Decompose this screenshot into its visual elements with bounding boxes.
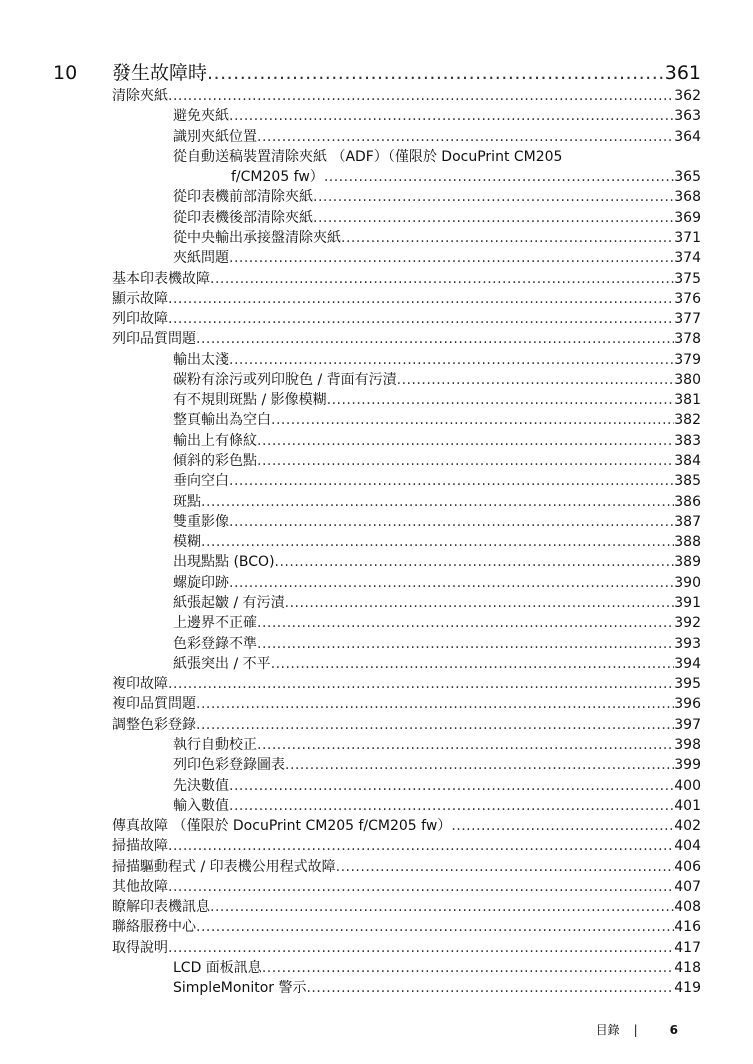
- toc-entry-page: 387: [674, 514, 701, 530]
- toc-entry-label: 清除夾紙: [112, 88, 168, 104]
- toc-entry[interactable]: [112, 675, 701, 694]
- footer-page-number: 6: [669, 1023, 678, 1037]
- leader-dots: [229, 797, 674, 816]
- toc-entry-label: 輸出太淺: [173, 352, 229, 368]
- toc-entry[interactable]: [173, 655, 701, 674]
- toc-entry-page: 377: [674, 311, 701, 327]
- toc-entry-label: 先決數值: [173, 778, 229, 794]
- toc-entry-page: 378: [674, 331, 701, 347]
- toc-entry-page: 394: [674, 656, 701, 672]
- toc-entry[interactable]: [173, 533, 701, 552]
- toc-entry-page: 401: [674, 798, 701, 814]
- toc-entry-label: 上邊界不正確: [173, 615, 257, 631]
- toc-entry-page: 407: [674, 879, 701, 895]
- leader-dots: [229, 777, 674, 796]
- leader-dots: [306, 979, 674, 998]
- toc-entry-page: 406: [674, 859, 701, 875]
- toc-entry-page: 375: [674, 271, 701, 287]
- page-footer: [596, 1022, 678, 1038]
- toc-entry[interactable]: [173, 979, 701, 998]
- toc-entry-page: 398: [674, 737, 701, 753]
- toc-entry[interactable]: [112, 878, 701, 897]
- toc-entry-label: 傾斜的彩色點: [173, 453, 257, 469]
- toc-entry[interactable]: [173, 756, 701, 775]
- toc-entry-label: 垂向空白: [173, 473, 229, 489]
- toc-entry[interactable]: [173, 959, 701, 978]
- toc-entry-page: 419: [674, 980, 701, 996]
- toc-entry-page: 389: [674, 554, 701, 570]
- toc-entry-label: 複印故障: [112, 676, 168, 692]
- toc-entry-label: 從印表機後部清除夾紙: [173, 210, 313, 226]
- toc-entry[interactable]: [173, 614, 701, 633]
- toc-entry-page: 382: [674, 412, 701, 428]
- leader-dots: [196, 330, 674, 349]
- toc-entry-page: 390: [674, 575, 701, 591]
- toc-entry[interactable]: [173, 472, 701, 491]
- toc-entry-label: 避免夾紙: [173, 108, 229, 124]
- toc-entry-label: 紙張起皺 / 有污漬: [173, 595, 285, 611]
- toc-entry[interactable]: [173, 391, 701, 410]
- toc-entry[interactable]: [173, 513, 701, 532]
- toc-entry[interactable]: [112, 87, 701, 106]
- leader-dots: [210, 270, 674, 289]
- toc-entry[interactable]: [173, 371, 701, 390]
- toc-entry-page: 392: [674, 615, 701, 631]
- toc-entry-label: 其他故障: [112, 879, 168, 895]
- toc-entry[interactable]: [173, 209, 701, 228]
- toc-entry-label: 雙重影像: [173, 514, 229, 530]
- toc-entry-page: 364: [674, 129, 701, 145]
- toc-entry-label: 執行自動校正: [173, 737, 257, 753]
- leader-dots: [336, 858, 675, 877]
- leader-dots: [196, 716, 674, 735]
- leader-dots: [271, 655, 675, 674]
- leader-dots: [229, 249, 674, 268]
- toc-entry-page: 385: [674, 473, 701, 489]
- leader-dots: [229, 574, 674, 593]
- toc-entry[interactable]: [112, 898, 701, 917]
- toc-entry-label: LCD 面板訊息: [173, 960, 262, 976]
- leader-dots: [313, 188, 674, 207]
- toc-entry-label: 列印色彩登錄圖表: [173, 757, 285, 773]
- toc-entry-page: 418: [674, 960, 701, 976]
- leader-dots: [313, 209, 674, 228]
- toc-entry[interactable]: [173, 229, 701, 248]
- leader-dots: [275, 553, 675, 572]
- toc-entry-page: 397: [674, 717, 701, 733]
- toc-entry-page: 381: [674, 392, 701, 408]
- footer-separator: |: [633, 1023, 638, 1037]
- toc-entry-page: 371: [674, 230, 701, 246]
- toc-entry[interactable]: [173, 493, 701, 512]
- leader-dots: [168, 310, 674, 329]
- toc-entry[interactable]: [173, 128, 701, 147]
- toc-entry[interactable]: [112, 918, 701, 937]
- toc-entry[interactable]: [173, 635, 701, 654]
- leader-dots: [168, 878, 674, 897]
- toc-entry-label: 從自動送稿裝置清除夾紙 （ADF）（僅限於 DocuPrint CM205: [173, 149, 563, 165]
- leader-dots: [257, 635, 674, 654]
- toc-entry[interactable]: [173, 107, 701, 126]
- toc-entry-label: 夾紙問題: [173, 250, 229, 266]
- toc-entry-label: 傳真故障 （僅限於 DocuPrint CM205 f/CM205 fw）: [112, 818, 452, 834]
- toc-entry-label: 螺旋印跡: [173, 575, 229, 591]
- leader-dots: [257, 614, 674, 633]
- toc-entry[interactable]: [173, 574, 701, 593]
- footer-section: 目錄: [595, 1023, 620, 1037]
- toc-entry-page: 365: [674, 169, 701, 185]
- chapter-number: 10: [53, 62, 78, 84]
- leader-dots: [257, 432, 674, 451]
- leader-dots: [201, 493, 674, 512]
- toc-entry[interactable]: [112, 858, 701, 877]
- toc-entry[interactable]: [112, 310, 701, 329]
- leader-dots: [397, 371, 675, 390]
- toc-entry[interactable]: [231, 168, 701, 187]
- leader-dots: [229, 107, 674, 126]
- leader-dots: [257, 452, 674, 471]
- toc-entry[interactable]: [173, 594, 701, 613]
- toc-entry[interactable]: [112, 270, 701, 289]
- toc-entry-page: 388: [674, 534, 701, 550]
- toc-entry-label: 列印品質問題: [112, 331, 196, 347]
- toc-entry-page: 363: [674, 108, 701, 124]
- toc-entry-label: 色彩登錄不準: [173, 636, 257, 652]
- leader-dots: [168, 837, 674, 856]
- toc-entry[interactable]: [173, 452, 701, 471]
- toc-entry-label: 輸出上有條紋: [173, 433, 257, 449]
- toc-entry-label: 整頁輸出為空白: [173, 412, 271, 428]
- toc-entry[interactable]: [173, 553, 701, 572]
- toc-entry-label: 基本印表機故障: [112, 271, 210, 287]
- leader-dots: [262, 959, 674, 978]
- toc-entry-label: 斑點: [173, 494, 201, 510]
- toc-entry-label: 掃描驅動程式 / 印表機公用程式故障: [112, 859, 336, 875]
- leader-dots: [168, 290, 674, 309]
- toc-entry[interactable]: [173, 249, 701, 268]
- toc-entry[interactable]: [173, 351, 701, 370]
- toc-entry[interactable]: [173, 736, 701, 755]
- toc-entry-label: 掃描故障: [112, 838, 168, 854]
- toc-entry[interactable]: [112, 330, 701, 349]
- toc-entry-page: 402: [674, 818, 701, 834]
- toc-entry-page: 404: [674, 838, 701, 854]
- toc-entry-label: 識別夾紙位置: [173, 129, 257, 145]
- toc-entry-page: 369: [674, 210, 701, 226]
- leader-dots: [271, 411, 674, 430]
- toc-entry[interactable]: [112, 837, 701, 856]
- leader-dots: [229, 351, 674, 370]
- toc-entry-page: 391: [674, 595, 701, 611]
- leader-dots: [168, 675, 674, 694]
- toc-entry-label: SimpleMonitor 警示: [173, 980, 307, 996]
- toc-entry[interactable]: [173, 797, 701, 816]
- toc-entry[interactable]: [173, 148, 562, 167]
- toc-entry[interactable]: [173, 432, 701, 451]
- toc-entry-page: 400: [674, 778, 701, 794]
- leader-dots: [229, 513, 674, 532]
- toc-entry[interactable]: [112, 817, 701, 836]
- leader-dots: [168, 939, 674, 958]
- leader-dots: [327, 391, 675, 410]
- leader-dots: [201, 533, 674, 552]
- toc-entry[interactable]: [112, 695, 701, 714]
- toc-entry-page: 396: [674, 696, 701, 712]
- toc-entry-page: 362: [674, 88, 701, 104]
- toc-entry[interactable]: [112, 939, 701, 958]
- toc-entry-label: 碳粉有涂污或列印脫色 / 背面有污漬: [173, 372, 397, 388]
- toc-entry-label: 聯絡服務中心: [112, 919, 196, 935]
- toc-entry-label: 顯示故障: [112, 291, 168, 307]
- leader-dots: [196, 695, 674, 714]
- toc-entry-label: 瞭解印表機訊息: [112, 899, 210, 915]
- toc-entry-label: 紙張突出 / 不平: [173, 656, 271, 672]
- leader-dots: [285, 594, 675, 613]
- toc-entry-page: 374: [674, 250, 701, 266]
- toc-entry-page: 380: [674, 372, 701, 388]
- toc-entry[interactable]: [173, 188, 701, 207]
- toc-entry-page: 368: [674, 189, 701, 205]
- toc-entry-label: 從印表機前部清除夾紙: [173, 189, 313, 205]
- toc-entry-page: 393: [674, 636, 701, 652]
- leader-dots: [451, 817, 674, 836]
- leader-dots: [168, 87, 674, 106]
- toc-entry-page: 384: [674, 453, 701, 469]
- toc-entry-page: 408: [674, 899, 701, 915]
- toc-entry-label: 模糊: [173, 534, 201, 550]
- toc-entry-page: 376: [674, 291, 701, 307]
- toc-entry-label: 從中央輸出承接盤清除夾紙: [173, 230, 341, 246]
- leader-dots: [207, 61, 665, 85]
- leader-dots: [210, 898, 674, 917]
- toc-entry-label: 有不規則斑點 / 影像模糊: [173, 392, 327, 408]
- toc-entry[interactable]: [173, 777, 701, 796]
- leader-dots: [257, 736, 674, 755]
- toc-entry[interactable]: [173, 411, 701, 430]
- chapter-page: 361: [664, 62, 701, 84]
- toc-entry-label: 輸入數值: [173, 798, 229, 814]
- toc-entry-label: 列印故障: [112, 311, 168, 327]
- toc-entry[interactable]: [112, 716, 701, 735]
- toc-entry-label: 取得說明: [112, 940, 168, 956]
- chapter-title: 發生故障時: [112, 62, 208, 84]
- leader-dots: [285, 756, 674, 775]
- leader-dots: [229, 472, 674, 491]
- toc-entry-page: 395: [674, 676, 701, 692]
- chapter-heading[interactable]: [112, 61, 701, 85]
- leader-dots: [196, 918, 674, 937]
- toc-entry-label: f/CM205 fw）: [231, 169, 324, 185]
- toc-entry[interactable]: [112, 290, 701, 309]
- toc-entry-page: 379: [674, 352, 701, 368]
- leader-dots: [324, 168, 674, 187]
- leader-dots: [257, 128, 674, 147]
- toc-entry-label: 複印品質問題: [112, 696, 196, 712]
- toc-entry-page: 416: [674, 919, 701, 935]
- toc-entry-page: 399: [674, 757, 701, 773]
- leader-dots: [341, 229, 674, 248]
- toc-entry-page: 417: [674, 940, 701, 956]
- toc-entry-page: 383: [674, 433, 701, 449]
- toc-entry-label: 出現點點 (BCO): [173, 554, 275, 570]
- toc-entry-page: 386: [674, 494, 701, 510]
- toc-entry-label: 調整色彩登錄: [112, 717, 196, 733]
